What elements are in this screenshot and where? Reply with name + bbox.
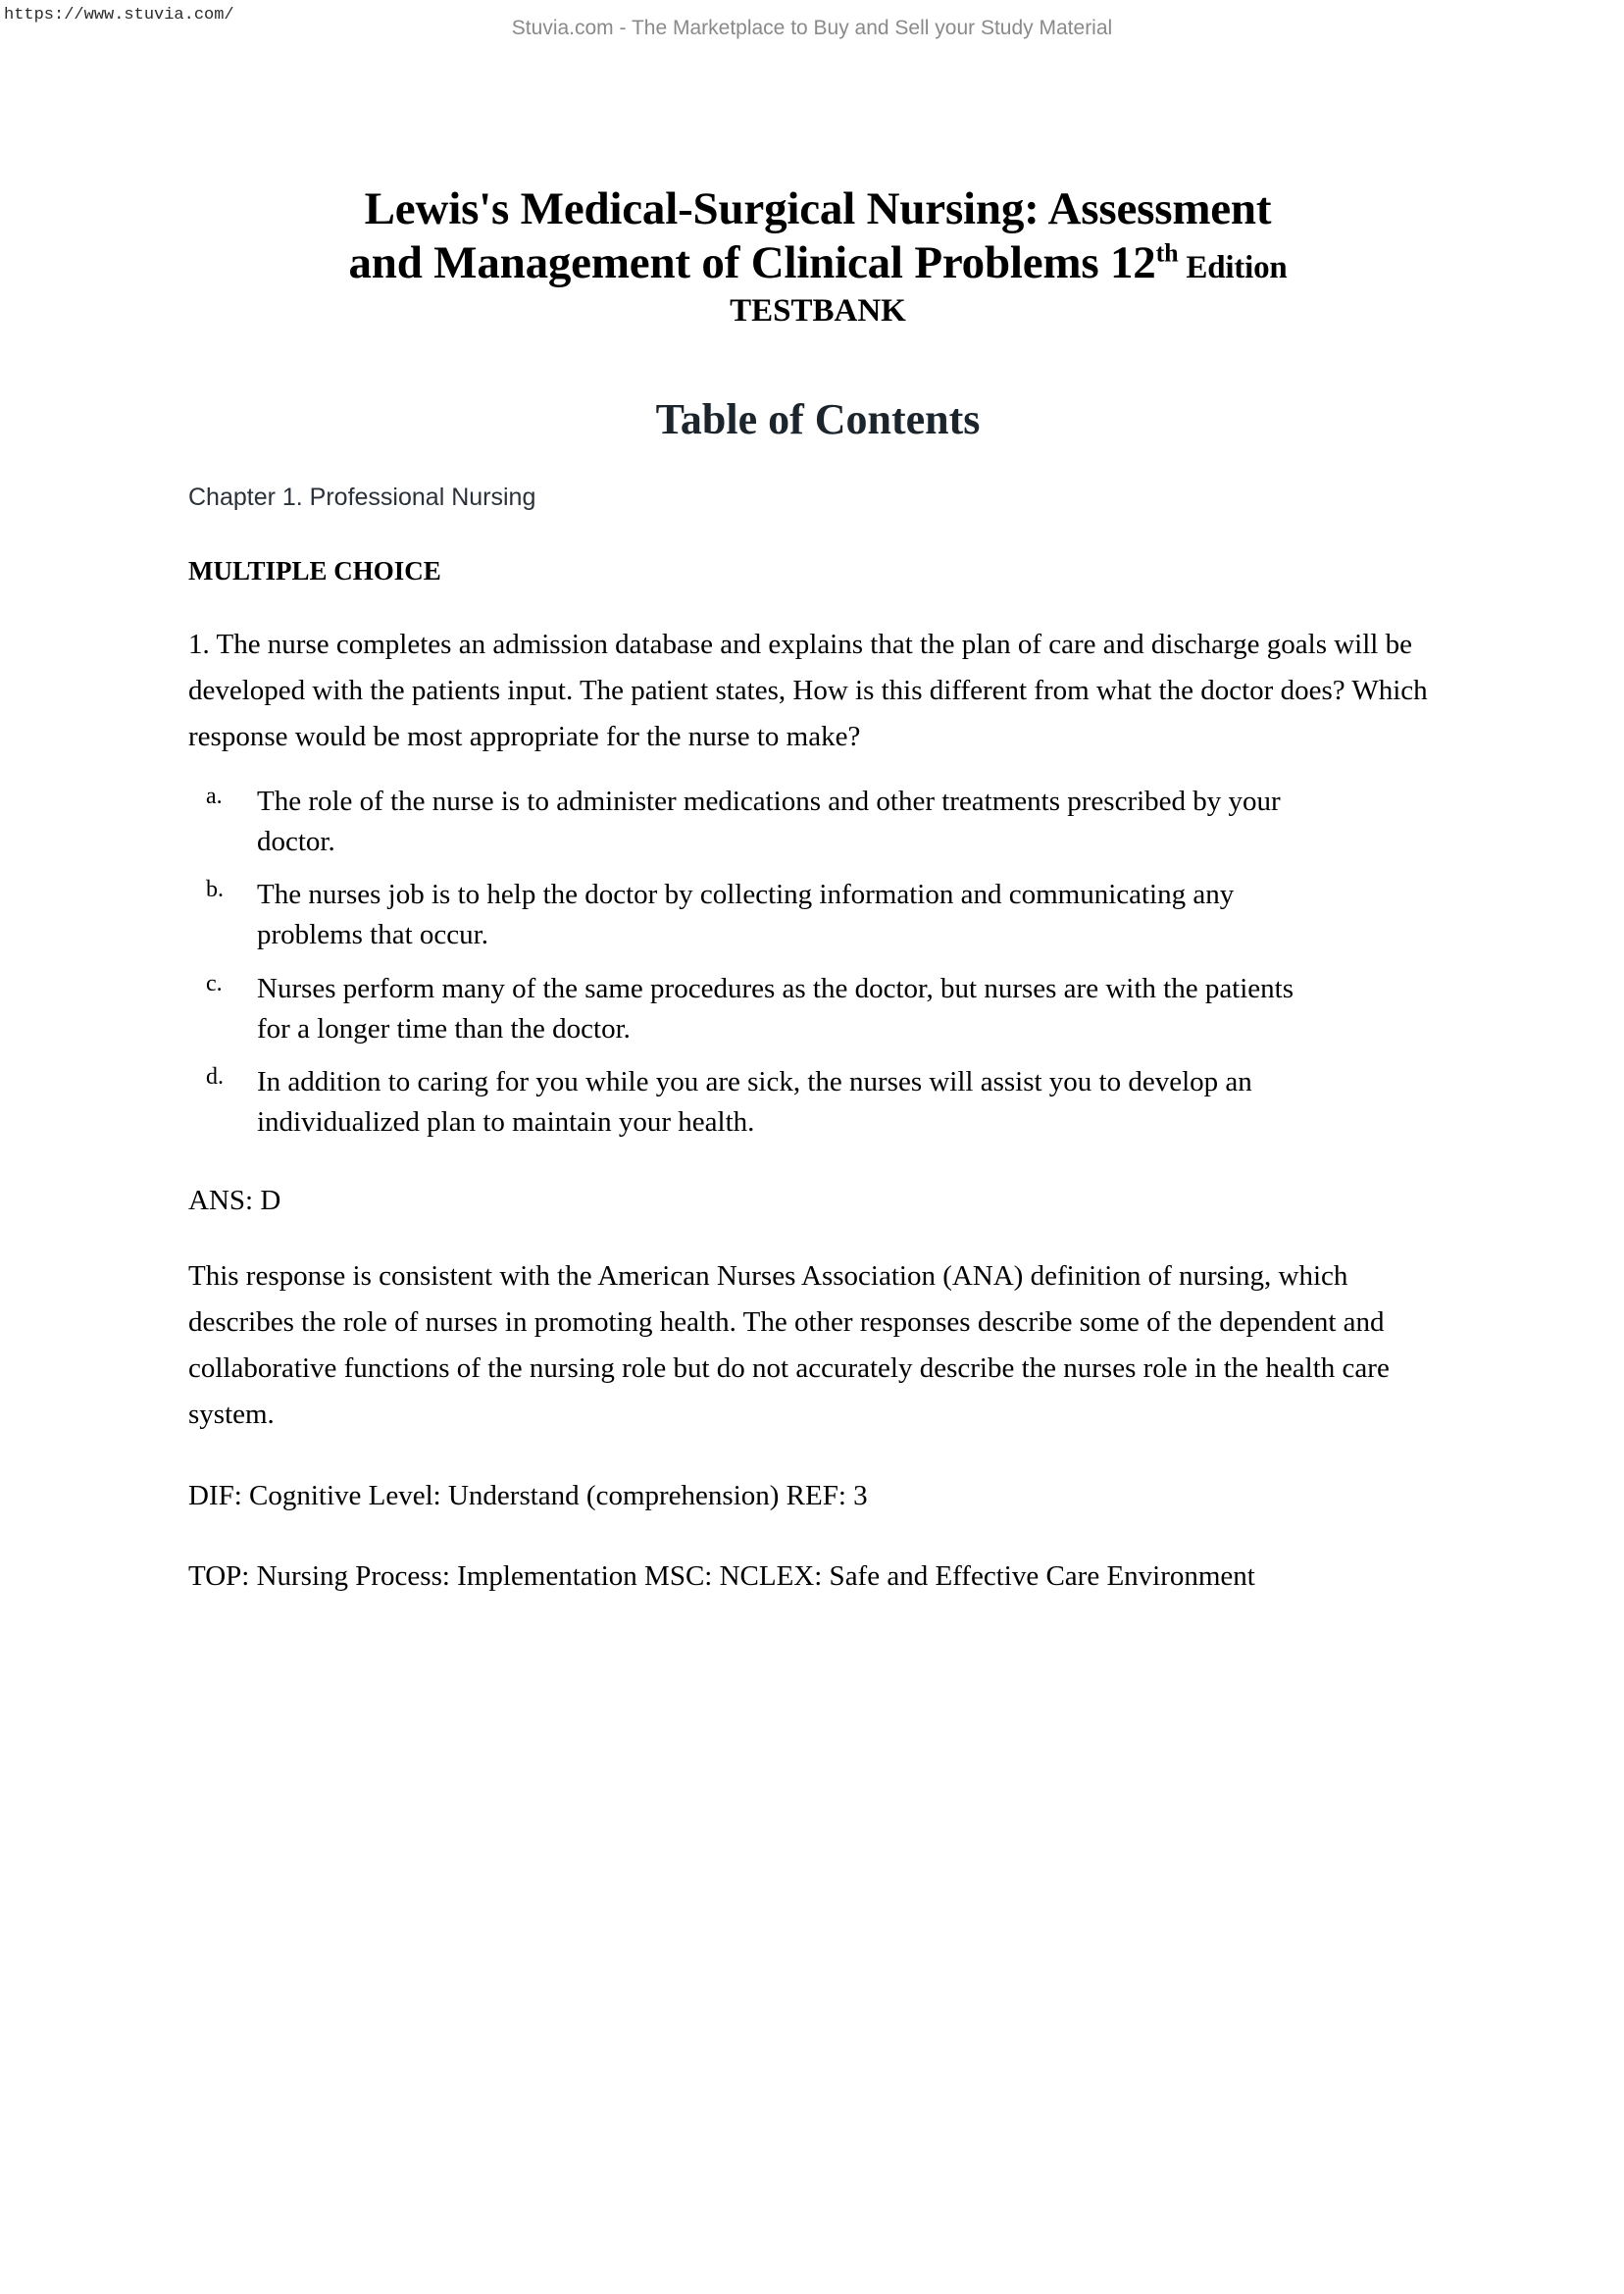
answer-rationale: This response is consistent with the American Nurses Association (ANA) definition of nursing, which describes the role of nurses in promoting health. The other responses describe some of the dependent and collaborative functions of the nursing role but do not accurately describe the nurses role in the health care system. xyxy=(188,1260,1390,1431)
answer-key: ANS: D xyxy=(188,1185,281,1217)
edition-word: Edition xyxy=(1178,249,1288,285)
source-url-watermark: https://www.stuvia.com/ xyxy=(4,6,234,25)
difficulty-reference-line: DIF: Cognitive Level: Understand (comprehension) REF: 3 xyxy=(188,1480,868,1512)
option-text: In addition to caring for you while you are sick, the nurses will assist you to develop an individualized plan to maintain your health. xyxy=(257,1065,1252,1139)
option-marker: a. xyxy=(206,783,223,809)
edition-number: 12 xyxy=(1110,236,1156,288)
answer-option[interactable] xyxy=(188,862,1447,955)
section-label-multiple-choice: MULTIPLE CHOICE xyxy=(188,556,441,586)
option-marker: b. xyxy=(206,877,224,903)
chapter-entry: Chapter 1. Professional Nursing xyxy=(188,484,536,512)
document-content xyxy=(188,0,1447,1598)
answer-options-list xyxy=(188,760,1447,1143)
option-marker: c. xyxy=(206,970,223,996)
answer-option[interactable] xyxy=(188,782,1447,862)
option-text: The role of the nurse is to administer medications and other treatments prescribed by your doctor. xyxy=(257,785,1281,858)
table-of-contents-heading: Table of Contents xyxy=(655,395,981,444)
document-title-line-2: and Management of Clinical Problems xyxy=(348,236,1110,288)
stuvia-tagline-watermark: Stuvia.com - The Marketplace to Buy and Sell your Study Material xyxy=(511,17,1113,39)
answer-option[interactable] xyxy=(188,956,1447,1049)
option-text: The nurses job is to help the doctor by collecting information and communicating any problems that occur. xyxy=(257,879,1235,951)
document-title xyxy=(188,0,1447,289)
option-marker: d. xyxy=(206,1063,224,1090)
document-subtitle: TESTBANK xyxy=(730,293,906,330)
edition-ordinal-suffix: th xyxy=(1155,237,1179,267)
document-title-line-1: Lewis's Medical-Surgical Nursing: Assessment xyxy=(364,183,1272,234)
option-text: Nurses perform many of the same procedures as the doctor, but nurses are with the patients for a longer time than the doctor. xyxy=(257,972,1294,1045)
topic-nclex-line: TOP: Nursing Process: Implementation MSC: NCLEX: Safe and Effective Care Environment xyxy=(188,1559,1255,1592)
question-stem: 1. The nurse completes an admission database and explains that the plan of care and discharge goals will be developed with the patients input. The patient states, How is this different from what the doctor does? Which response would be most appropriate for the nurse to make? xyxy=(188,629,1428,752)
answer-option[interactable] xyxy=(188,1049,1447,1143)
